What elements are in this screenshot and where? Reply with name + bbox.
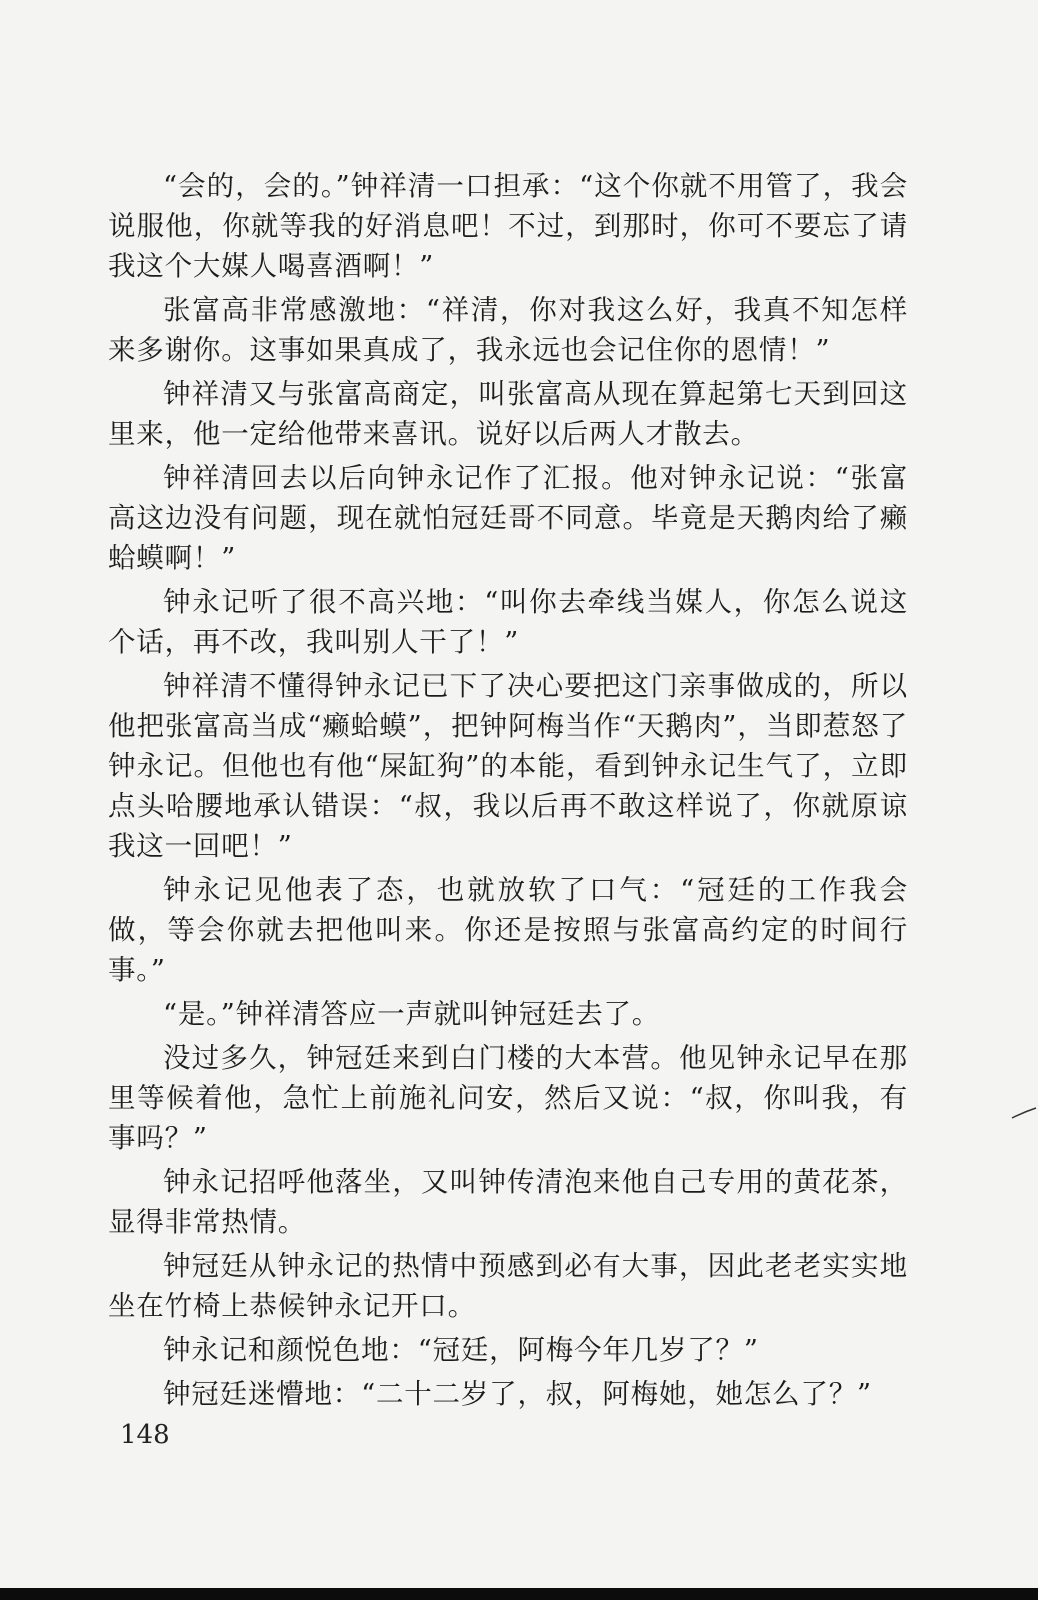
body-text <box>108 166 908 1418</box>
paragraph: 没过多久，钟冠廷来到白门楼的大本营。他见钟永记早在那里等候着他，急忙上前施礼问安，然后又说：“叔，你叫我，有事吗？” <box>108 1042 908 1154</box>
paragraph: 钟冠廷从钟永记的热情中预感到必有大事，因此老老实实地坐在竹椅上恭候钟永记开口。 <box>108 1250 908 1322</box>
page-number: 148 <box>120 1420 170 1450</box>
paragraph: 钟永记和颜悦色地：“冠廷，阿梅今年几岁了？” <box>163 1334 759 1366</box>
scan-mark-icon <box>1010 1106 1038 1120</box>
paragraph: 钟祥清回去以后向钟永记作了汇报。他对钟永记说：“张富高这边没有问题，现在就怕冠廷哥不同意。毕竟是天鹅肉给了癞蛤蟆啊！” <box>108 462 908 574</box>
paragraph: 张富高非常感激地：“祥清，你对我这么好，我真不知怎样来多谢你。这事如果真成了，我永远也会记住你的恩情！” <box>108 294 908 366</box>
paragraph: 钟永记招呼他落坐，又叫钟传清泡来他自己专用的黄花茶，显得非常热情。 <box>108 1166 908 1238</box>
paragraph: 钟祥清不懂得钟永记已下了决心要把这门亲事做成的，所以他把张富高当成“癞蛤蟆”，把钟阿梅当作“天鹅肉”，当即惹怒了钟永记。但他也有他“屎缸狗”的本能，看到钟永记生气了，立即点头哈腰地承认错误：“叔，我以后再不敢这样说了，你就原谅我这一回吧！” <box>108 670 908 862</box>
paragraph: 钟冠廷迷懵地：“二十二岁了，叔，阿梅她，她怎么了？” <box>163 1378 872 1410</box>
paragraph: 钟永记见他表了态，也就放软了口气：“冠廷的工作我会做，等会你就去把他叫来。你还是按照与张富高约定的时间行事。” <box>108 874 908 986</box>
paragraph: 钟祥清又与张富高商定，叫张富高从现在算起第七天到回这里来，他一定给他带来喜讯。说好以后两人才散去。 <box>108 378 908 450</box>
paragraph: “是。”钟祥清答应一声就叫钟冠廷去了。 <box>163 998 661 1030</box>
paragraph: 钟永记听了很不高兴地：“叫你去牵线当媒人，你怎么说这个话，再不改，我叫别人干了！” <box>108 586 908 658</box>
scan-bottom-edge <box>0 1588 1038 1600</box>
paragraph: “会的，会的。”钟祥清一口担承：“这个你就不用管了，我会说服他，你就等我的好消息吧！不过，到那时，你可不要忘了请我这个大媒人喝喜酒啊！” <box>108 170 908 282</box>
